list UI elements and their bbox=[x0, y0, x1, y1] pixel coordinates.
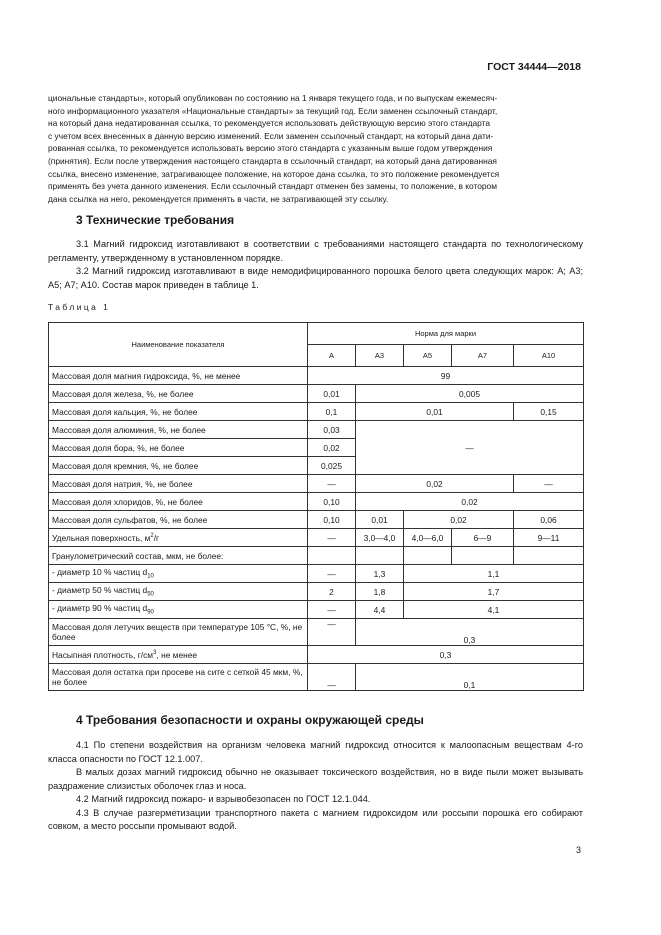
table-row bbox=[49, 403, 584, 421]
section-3-body bbox=[48, 238, 583, 292]
row-name bbox=[49, 565, 308, 583]
cell-value: 0,005 bbox=[356, 385, 584, 403]
paragraph-4-1: 4.1 По степени воздействия на организм человека магний гидроксид относится к малоопасным веществам 4-го класса опасности по ГОСТ 12.1.007. bbox=[48, 740, 583, 764]
cell-value: 0,02 bbox=[356, 475, 514, 493]
paragraph-4-3: 4.3 В случае разгерметизации транспортного пакета с магнием гидроксидом или россыпи порошка его собирают совком, а место россыпи промывают водой. bbox=[48, 807, 583, 831]
paragraph-3-2: 3.2 Магний гидроксид изготавливают в виде немодифицированного порошка белого цвета следующих марок: А; А3; А5; А7; А10. Состав марок приведен в таблице 1. bbox=[48, 266, 583, 290]
cell-value: 6—9 bbox=[452, 529, 514, 547]
table-row bbox=[49, 493, 584, 511]
cell-value: 0,01 bbox=[356, 511, 404, 529]
header-grade: А3 bbox=[356, 345, 404, 367]
cell-value: 4,0—6,0 bbox=[404, 529, 452, 547]
table-row bbox=[49, 367, 584, 385]
table-row bbox=[49, 583, 584, 601]
row-name: Массовая доля бора, %, не более bbox=[49, 439, 308, 457]
paragraph-4-1-cont: В малых дозах магний гидроксид обычно не оказывает токсического воздействия, но в виде пыли может вызывать раздражение слизистых оболочек глаз и носа. bbox=[48, 767, 583, 791]
row-name: Массовая доля летучих веществ при температуре 105 °С, %, не более bbox=[49, 619, 308, 646]
row-name: Массовая доля хлоридов, %, не более bbox=[49, 493, 308, 511]
cell-value: 0,06 bbox=[514, 511, 584, 529]
cell-value: 4,1 bbox=[404, 601, 584, 619]
row-name: Массовая доля сульфатов, %, не более bbox=[49, 511, 308, 529]
intro-paragraph bbox=[48, 92, 583, 205]
cell-value: 9—11 bbox=[514, 529, 584, 547]
cell-value: 0,1 bbox=[308, 403, 356, 421]
cell-value: — bbox=[308, 475, 356, 493]
cell-value: 1,8 bbox=[356, 583, 404, 601]
header-grade: А7 bbox=[452, 345, 514, 367]
cell-value: 0,10 bbox=[308, 493, 356, 511]
cell-value: 0,10 bbox=[308, 511, 356, 529]
row-name: Гранулометрический состав, мкм, не более: bbox=[49, 547, 308, 565]
cell-value: 3,0—4,0 bbox=[356, 529, 404, 547]
table-row bbox=[49, 547, 584, 565]
row-name-text: Удельная поверхность, м bbox=[52, 532, 151, 543]
row-name: Массовая доля магния гидроксида, %, не менее bbox=[49, 367, 308, 385]
row-name: Массовая доля натрия, %, не более bbox=[49, 475, 308, 493]
row-name: Массовая доля алюминия, %, не более bbox=[49, 421, 308, 439]
cell-value: 0,15 bbox=[514, 403, 584, 421]
section-4-body bbox=[48, 739, 583, 834]
cell-value: — bbox=[356, 421, 584, 475]
cell-value: — bbox=[308, 664, 356, 691]
header-norm: Норма для марки bbox=[308, 323, 584, 345]
cell-value: 99 bbox=[308, 367, 584, 385]
header-grade: А10 bbox=[514, 345, 584, 367]
section-3-heading: 3 Технические требования bbox=[76, 213, 235, 227]
intro-line: (принятия). Если после утверждения настоящего стандарта в ссылочный стандарт, на который дана датированная bbox=[48, 155, 497, 166]
cell-value: — bbox=[514, 475, 584, 493]
superscript: 2 bbox=[150, 532, 154, 539]
table-row bbox=[49, 475, 584, 493]
intro-line: циональные стандарты», который опубликован по состоянию на 1 января текущего года, и по выпускам ежемесяч- bbox=[48, 93, 498, 103]
cell-value: 0,1 bbox=[356, 664, 584, 691]
superscript: 3 bbox=[153, 649, 157, 656]
row-name-text: Насыпная плотность, г/см bbox=[52, 649, 154, 660]
cell-value: 0,02 bbox=[308, 439, 356, 457]
header-indicator-name: Наименование показателя bbox=[49, 323, 308, 367]
cell-value: 2 bbox=[308, 583, 356, 601]
document-code: ГОСТ 34444—2018 bbox=[487, 61, 581, 73]
table-row bbox=[49, 529, 584, 547]
row-name: Массовая доля остатка при просеве на сите с сеткой 45 мкм, %, не более bbox=[49, 664, 308, 691]
intro-line: ссылка, внесено изменение, затрагивающее положение, на которое дана ссылка, то это положение рекомендуется bbox=[48, 168, 500, 179]
table-row bbox=[49, 421, 584, 439]
row-name-text: - диаметр 10 % частиц d bbox=[52, 567, 148, 578]
cell-value: 0,02 bbox=[356, 493, 584, 511]
row-name: Массовая доля железа, %, не более bbox=[49, 385, 308, 403]
row-name-text: - диаметр 50 % частиц d bbox=[52, 585, 148, 596]
cell-value: — bbox=[308, 565, 356, 583]
cell-value: — bbox=[308, 601, 356, 619]
row-name bbox=[49, 601, 308, 619]
cell-value: — bbox=[308, 619, 356, 646]
table-row bbox=[49, 601, 584, 619]
section-4-heading: 4 Требования безопасности и охраны окружающей среды bbox=[76, 713, 424, 727]
intro-line: с учетом всех внесенных в данную версию изменений. Если заменен ссылочный стандарт, на который дана дати- bbox=[48, 130, 494, 141]
cell-value: 4,4 bbox=[356, 601, 404, 619]
row-name-text: /г bbox=[153, 532, 160, 543]
cell-value: 0,02 bbox=[404, 511, 514, 529]
cell-value: 1,3 bbox=[356, 565, 404, 583]
row-name: Массовая доля кремния, %, не более bbox=[49, 457, 308, 475]
row-name bbox=[49, 583, 308, 601]
table-row bbox=[49, 619, 584, 646]
subscript: 10 bbox=[147, 573, 154, 580]
table-header-row bbox=[49, 323, 584, 345]
intro-line: рованная ссылка, то рекомендуется использовать версию этого стандарта с указанным выше годом утверждения bbox=[48, 143, 493, 154]
intro-line: дана ссылка на него, рекомендуется применять в части, не затрагивающей эту ссылку. bbox=[48, 193, 389, 204]
table-row bbox=[49, 646, 584, 664]
intro-line: на который дана недатированная ссылка, то рекомендуется использовать действующую версию этого стандарта bbox=[48, 118, 490, 129]
subscript: 50 bbox=[147, 591, 154, 598]
composition-table bbox=[48, 322, 584, 691]
cell-value: 0,3 bbox=[308, 646, 584, 664]
row-name-text: - диаметр 90 % частиц d bbox=[52, 603, 148, 614]
row-name: Массовая доля кальция, %, не более bbox=[49, 403, 308, 421]
row-name bbox=[49, 646, 308, 664]
cell-value: 0,3 bbox=[356, 619, 584, 646]
page-number: 3 bbox=[575, 845, 581, 855]
table-row bbox=[49, 511, 584, 529]
cell-value: 1,1 bbox=[404, 565, 584, 583]
cell-value: 1,7 bbox=[404, 583, 584, 601]
cell-value: 0,03 bbox=[308, 421, 356, 439]
table-row bbox=[49, 664, 584, 691]
paragraph-4-2: 4.2 Магний гидроксид пожаро- и взрывобезопасен по ГОСТ 12.1.044. bbox=[76, 794, 371, 804]
table-row bbox=[49, 385, 584, 403]
table-title: Таблица 1 bbox=[48, 302, 111, 312]
paragraph-3-1: 3.1 Магний гидроксид изготавливают в соответствии с требованиями настоящего стандарта по технологическому регламенту, утвержденному в установленном порядке. bbox=[48, 239, 583, 263]
cell-value: 0,01 bbox=[308, 385, 356, 403]
cell-value: 0,01 bbox=[356, 403, 514, 421]
table-row bbox=[49, 565, 584, 583]
subscript: 90 bbox=[147, 609, 154, 616]
row-name bbox=[49, 529, 308, 547]
intro-line: применять без учета данного изменения. Если ссылочный стандарт отменен без замены, то положение, в котором bbox=[48, 181, 497, 192]
header-grade: А bbox=[308, 345, 356, 367]
cell-value: 0,025 bbox=[308, 457, 356, 475]
intro-line: ного информационного указателя «Национальные стандарты» за текущий год. Если заменен ссылочный стандарт, bbox=[48, 105, 498, 116]
row-name-text: , не менее bbox=[156, 649, 198, 660]
cell-value: — bbox=[308, 529, 356, 547]
header-grade: А5 bbox=[404, 345, 452, 367]
